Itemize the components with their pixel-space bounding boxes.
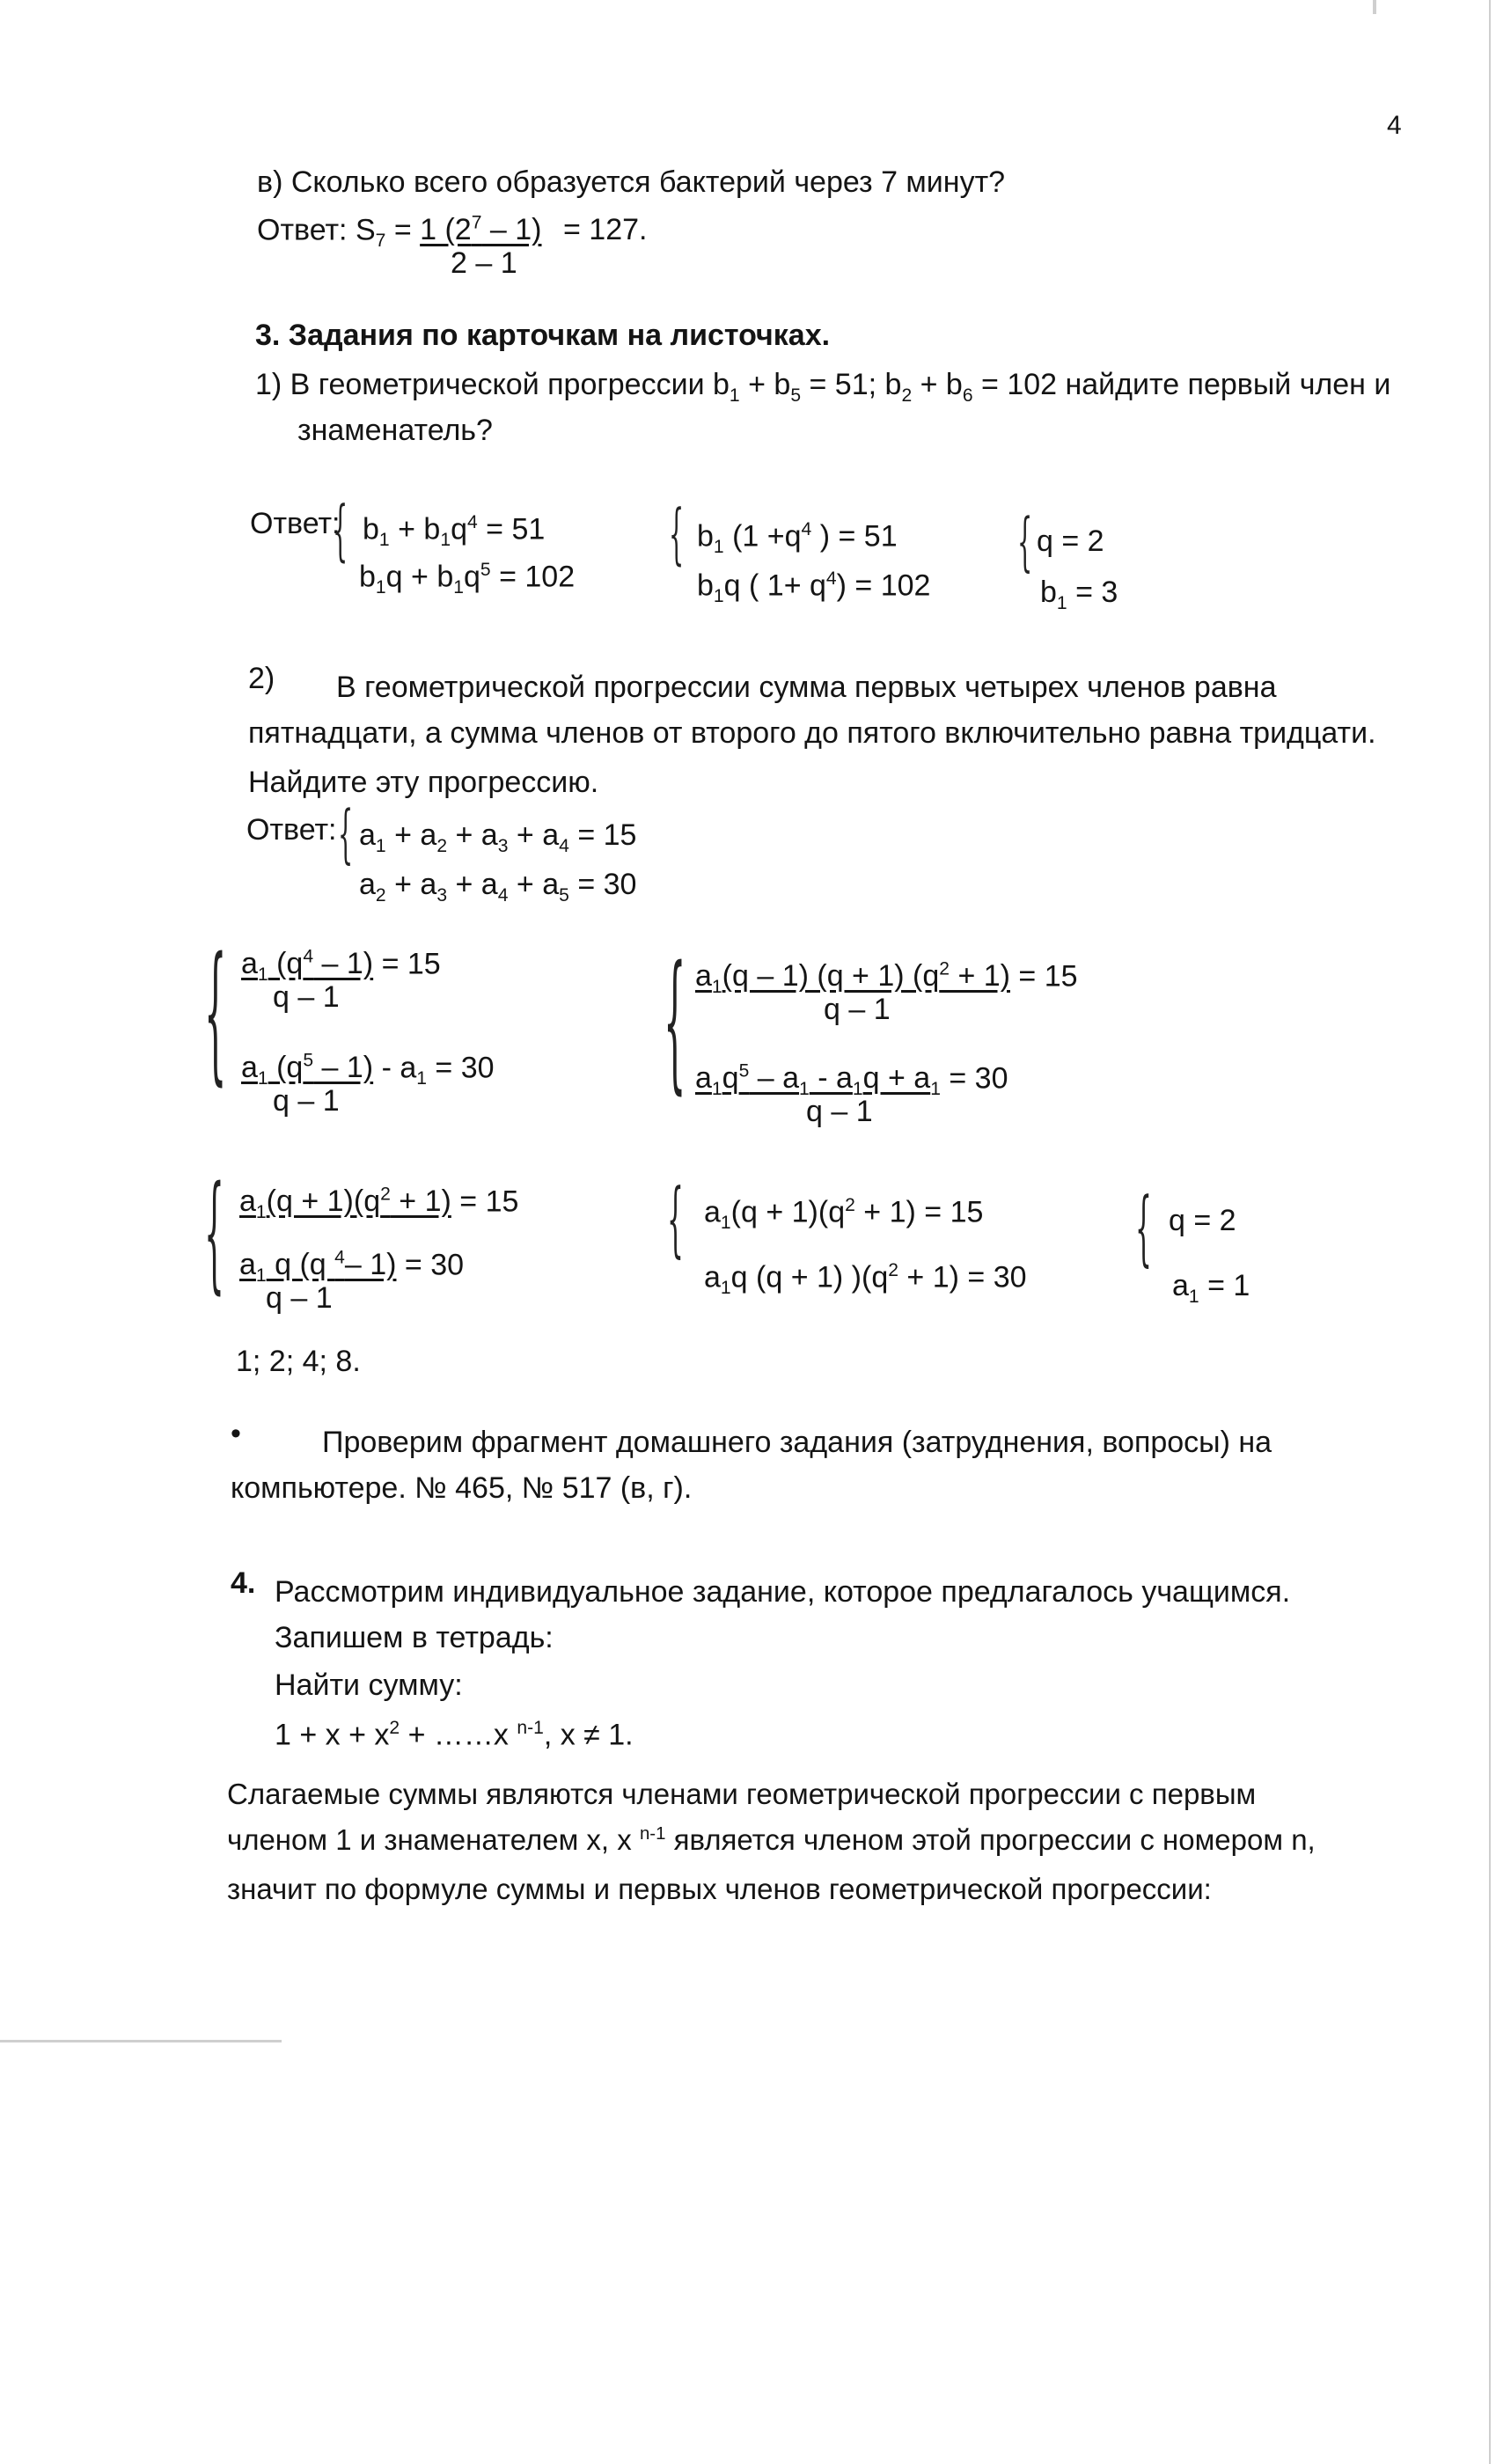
task2-line1: В геометрической прогрессии сумма первых четырех членов равна bbox=[336, 671, 1277, 704]
task1-system1-line2: $b_1q + b_1q^5 = 102$ bbox=[359, 560, 576, 598]
progression-sequence: 1; 2; 4; 8. bbox=[236, 1345, 361, 1378]
section-4-paragraph-line1: Слагаемые суммы являются членами геометрической прогрессии с первым bbox=[227, 1778, 1257, 1810]
brace: { bbox=[333, 492, 348, 570]
brace: { bbox=[669, 495, 685, 574]
task2-line2: пятнадцати, а сумма членов от второго до пятого включительно равна тридцати. bbox=[248, 716, 1376, 750]
brace: { bbox=[338, 797, 354, 871]
series-expression: $1 + x + x^2$ + ……x $^{n-1}$, x ≠ 1. bbox=[275, 1718, 634, 1752]
sys4-eq2-denominator: q – 1 bbox=[273, 1084, 340, 1118]
task2-answer-line1: $a_1 + a_2 + a_3 + a_4 = 15$ bbox=[359, 818, 637, 856]
answer-s7-denominator: 2 – 1 bbox=[451, 246, 517, 280]
task2-line3: Найдите эту прогрессию. bbox=[248, 766, 599, 799]
sys8-eq2: $a_1 = 1$ bbox=[1172, 1269, 1250, 1307]
sys4-eq2: $a_1$ $(q^5 - 1) - a_1 = 30$ bbox=[241, 1051, 495, 1089]
question-b: в) Сколько всего образуется бактерий через 7 минут? bbox=[257, 165, 1006, 199]
sys4-eq1-denominator: q – 1 bbox=[273, 980, 340, 1014]
scan-edge-top bbox=[1373, 0, 1376, 14]
brace: { bbox=[204, 924, 227, 1100]
section-4-paragraph-line3: значит по формуле суммы и первых членов геометрической прогрессии: bbox=[227, 1873, 1212, 1905]
brace: { bbox=[664, 933, 686, 1109]
task1-system2-line1: $b_1$ ($1 +q^4$ ) = 51 bbox=[697, 519, 898, 558]
sys5-eq2-denominator: q – 1 bbox=[806, 1095, 873, 1128]
answer-s7: Ответ: $S_7 = 1$ $(2^7 - 1)$ bbox=[257, 213, 542, 252]
task1-line2: знаменатель? bbox=[297, 414, 493, 447]
brace: { bbox=[1017, 505, 1033, 579]
task2-answer-line2: $a_2 + a_3 + a_4 + a_5 = 30$ bbox=[359, 868, 637, 906]
sys5-eq2: $a_1q^5 - a_1 - a_1q + a_1 = 30$ bbox=[695, 1061, 1008, 1100]
sys6-eq2: $a_1$ q (q $^4$– 1) = 30 bbox=[239, 1248, 465, 1287]
task2-answer-label: Ответ: bbox=[246, 813, 337, 847]
sys7-eq1: $a_1(q + 1)(q^2 + 1) = 15$ bbox=[704, 1195, 984, 1234]
task1-answer-label: Ответ: bbox=[250, 507, 341, 540]
task2-number: 2) bbox=[248, 662, 275, 695]
homework-line1: Проверим фрагмент домашнего задания (затруднения, вопросы) на bbox=[322, 1426, 1272, 1459]
sys4-eq1: $a_1$ $(q^4 - 1) = 15$ bbox=[241, 947, 441, 986]
sys8-eq1: q = 2 bbox=[1169, 1204, 1236, 1237]
bullet: • bbox=[231, 1417, 241, 1450]
section-4-number: 4. bbox=[231, 1566, 256, 1600]
sys5-eq1-denominator: q – 1 bbox=[824, 993, 891, 1026]
section-4-line3: Найти сумму: bbox=[275, 1668, 463, 1702]
task1-line1: 1) В геометрической прогрессии $b_1 + b_5 = 51$; $b_2 + b_6 = 102$ найдите первый член и bbox=[255, 368, 1391, 406]
brace: { bbox=[1135, 1180, 1152, 1276]
sys5-eq1: $a_1(q - 1) (q + 1) (q^2 + 1) = 15$ bbox=[695, 959, 1078, 998]
sys6-eq2-denominator: q – 1 bbox=[266, 1281, 333, 1315]
section-4-paragraph-line2: членом 1 и знаменателем x, x $^{n-1}$ является членом этой прогрессии с номером n, bbox=[227, 1823, 1316, 1856]
scan-edge-bottom bbox=[0, 2040, 282, 2042]
page-number: 4 bbox=[1387, 111, 1402, 140]
section-3-title: 3. Задания по карточкам на листочках. bbox=[255, 319, 831, 352]
answer-s7-result: = 127. bbox=[563, 213, 648, 246]
task1-system2-line2: $b_1q$ ( $1+ q^4) = 102$ bbox=[697, 568, 931, 607]
homework-line2: компьютере. № 465, № 517 (в, г). bbox=[231, 1471, 693, 1505]
sys6-eq1: $a_1(q + 1)(q^2 + 1) = 15$ bbox=[239, 1184, 519, 1223]
section-4-line2: Запишем в тетрадь: bbox=[275, 1621, 554, 1654]
scan-edge-right bbox=[1489, 0, 1491, 2464]
task1-system1-line1: $b_1 + b_1q^4 = 51$ bbox=[363, 512, 546, 551]
section-4-line1: Рассмотрим индивидуальное задание, которое предлагалось учащимся. bbox=[275, 1575, 1291, 1609]
task1-system3-line1: q = 2 bbox=[1037, 524, 1104, 558]
brace: { bbox=[667, 1171, 684, 1267]
task1-system3-line2: $b_1 = 3$ bbox=[1040, 576, 1118, 613]
brace: { bbox=[204, 1159, 224, 1308]
sys7-eq2: $a_1q$ (q + 1) )$(q^2 + 1) = 30$ bbox=[704, 1260, 1027, 1299]
